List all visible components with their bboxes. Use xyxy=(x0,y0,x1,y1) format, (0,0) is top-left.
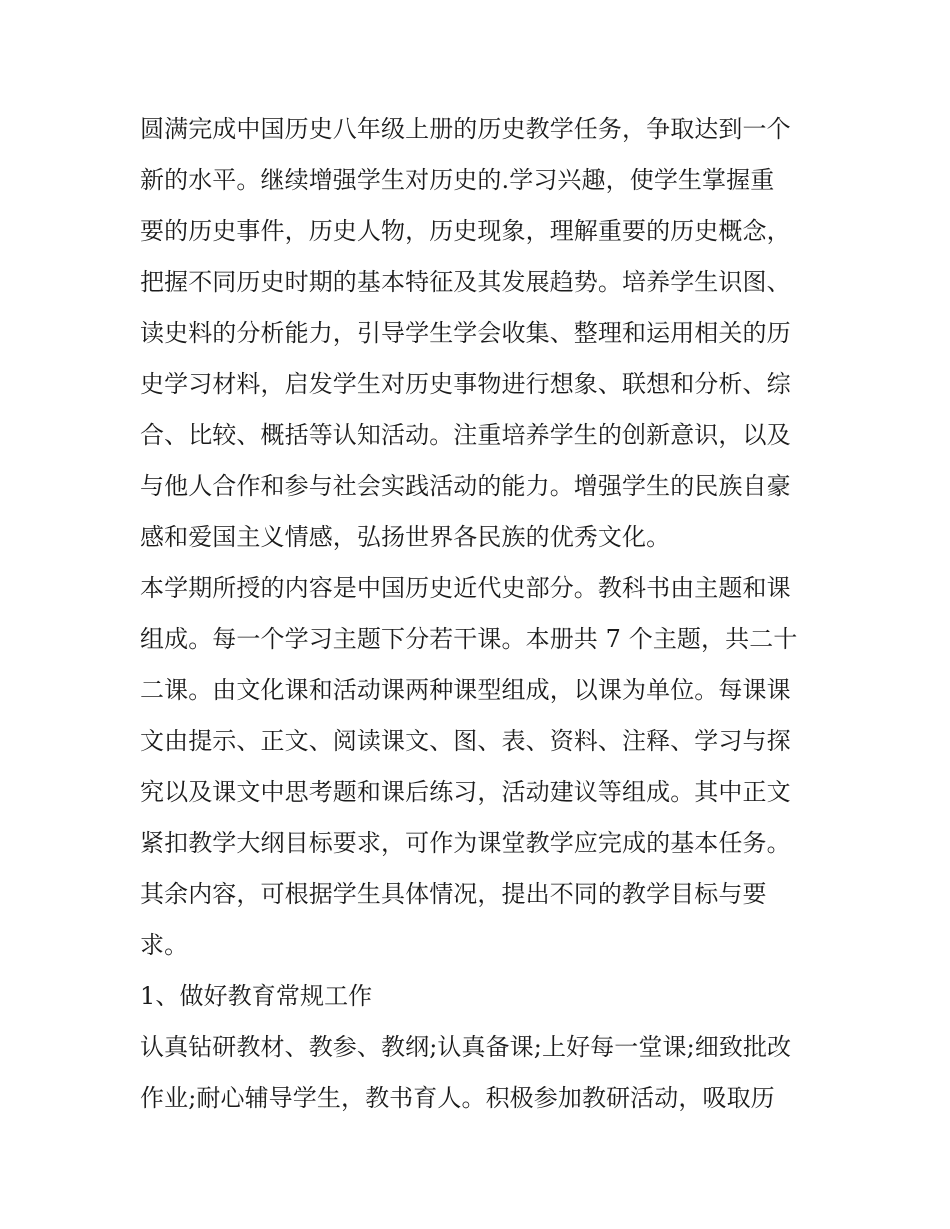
text-line: 读史料的分析能力，引导学生学会收集、整理和运用相关的历 xyxy=(140,319,791,347)
text-line: 二课。由文化课和活动课两种课型组成，以课为单位。每课课 xyxy=(140,676,791,704)
text-line: 作业;耐心辅导学生，教书育人。积极参加教研活动，吸取历 xyxy=(140,1084,775,1112)
text-line: 文由提示、正文、阅读课文、图、表、资料、注释、学习与探 xyxy=(140,727,791,755)
document-body xyxy=(140,104,820,1124)
text-line: 新的水平。继续增强学生对历史的.学习兴趣，使学生掌握重 xyxy=(140,166,775,194)
section-heading: 1、做好教育常规工作 xyxy=(140,982,373,1010)
text-line: 认真钻研教材、教参、教纲;认真备课;上好每一堂课;细致批改 xyxy=(140,1033,792,1061)
text-line: 把握不同历史时期的基本特征及其发展趋势。培养学生识图、 xyxy=(140,268,791,296)
text-line: 史学习材料，启发学生对历史事物进行想象、联想和分析、综 xyxy=(140,370,791,398)
text-line: 组成。每一个学习主题下分若干课。本册共 7 个主题，共二十 xyxy=(140,625,798,653)
text-line: 圆满完成中国历史八年级上册的历史教学任务，争取达到一个 xyxy=(140,115,791,143)
text-line: 与他人合作和参与社会实践活动的能力。增强学生的民族自豪 xyxy=(140,472,791,500)
text-line: 其余内容，可根据学生具体情况，提出不同的教学目标与要 xyxy=(140,880,767,908)
text-line: 合、比较、概括等认知活动。注重培养学生的创新意识，以及 xyxy=(140,421,791,449)
text-line: 求。 xyxy=(140,931,189,959)
text-line: 究以及课文中思考题和课后练习，活动建议等组成。其中正文 xyxy=(140,778,791,806)
text-line: 感和爱国主义情感，弘扬世界各民族的优秀文化。 xyxy=(140,523,671,551)
text-line: 要的历史事件，历史人物，历史现象，理解重要的历史概念， xyxy=(140,217,791,245)
text-line: 紧扣教学大纲目标要求，可作为课堂教学应完成的基本任务。 xyxy=(140,829,791,857)
text-line: 本学期所授的内容是中国历史近代史部分。教科书由主题和课 xyxy=(140,574,791,602)
